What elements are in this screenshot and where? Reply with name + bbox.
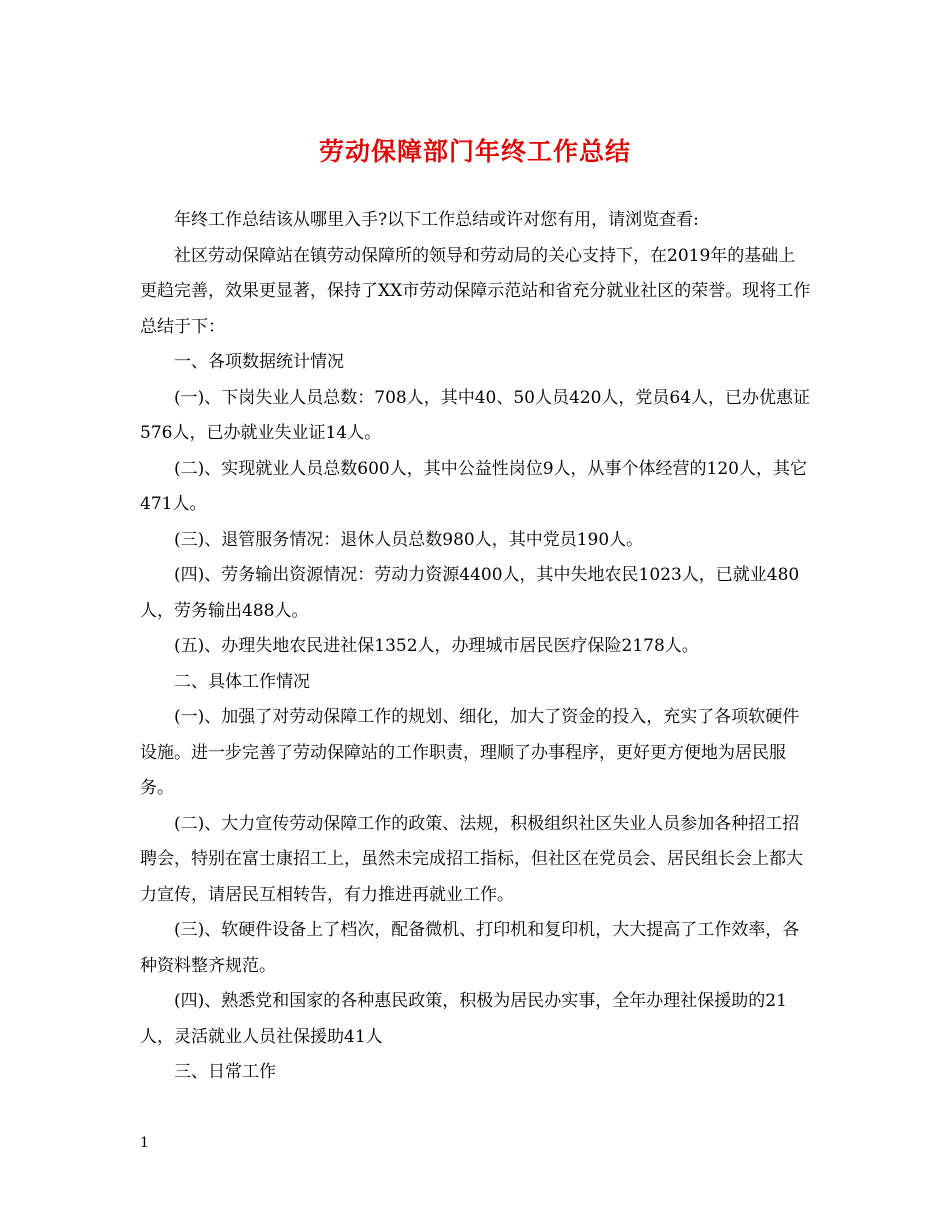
paragraph-item: (三)、退管服务情况：退休人员总数980人，其中党员190人。 <box>174 529 644 550</box>
paragraph-item: (五)、办理失地农民进社保1352人，办理城市居民医疗保险2178人。 <box>174 636 699 656</box>
section-heading-2: 二、具体工作情况 <box>174 671 310 692</box>
paragraph-item: (一)、加强了对劳动保障工作的规划、细化，加大了资金的投入，充实了各项软硬件设施。进一步完善了劳动保障站的工作职责，理顺了办事程序，更好更方便地为居民服务。 <box>140 707 800 798</box>
page-number: 1 <box>140 1135 149 1151</box>
section-heading-3: 三、日常工作 <box>174 1062 276 1082</box>
paragraph-overview: 社区劳动保障站在镇劳动保障所的领导和劳动局的关心支持下，在2019年的基础上更趋完善，效果更显著，保持了XX市劳动保障示范站和省充分就业社区的荣誉。现将工作总结于下： <box>140 245 811 337</box>
document-body <box>140 203 812 1091</box>
document-title: 劳动保障部门年终工作总结 <box>318 137 631 166</box>
paragraph-item: (四)、熟悉党和国家的各种惠民政策，积极为居民办实事，全年办理社保援助的21人，灵活就业人员社保援助41人 <box>140 991 787 1047</box>
paragraph-item: (二)、大力宣传劳动保障工作的政策、法规，积极组织社区失业人员参加各种招工招聘会，特别在富士康招工上，虽然未完成招工指标，但社区在党员会、居民组长会上都大力宣传，请居民互相转告，有力推进再就业工作。 <box>140 813 803 905</box>
paragraph-item: (一)、下岗失业人员总数：708人，其中40、50人员420人，党员64人，已办优惠证576人，已办就业失业证14人。 <box>140 387 811 443</box>
paragraph-item: (二)、实现就业人员总数600人，其中公益性岗位9人，从事个体经营的120人，其它471人。 <box>140 458 807 514</box>
paragraph-intro: 年终工作总结该从哪里入手?以下工作总结或许对您有用，请浏览查看: <box>174 210 699 230</box>
paragraph-item: (四)、劳务输出资源情况：劳动力资源4400人，其中失地农民1023人，已就业480人，劳务输出488人。 <box>140 565 800 621</box>
paragraph-item: (三)、软硬件设备上了档次，配备微机、打印机和复印机，大大提高了工作效率，各种资料整齐规范。 <box>140 920 800 976</box>
section-heading-1: 一、各项数据统计情况 <box>174 352 344 372</box>
